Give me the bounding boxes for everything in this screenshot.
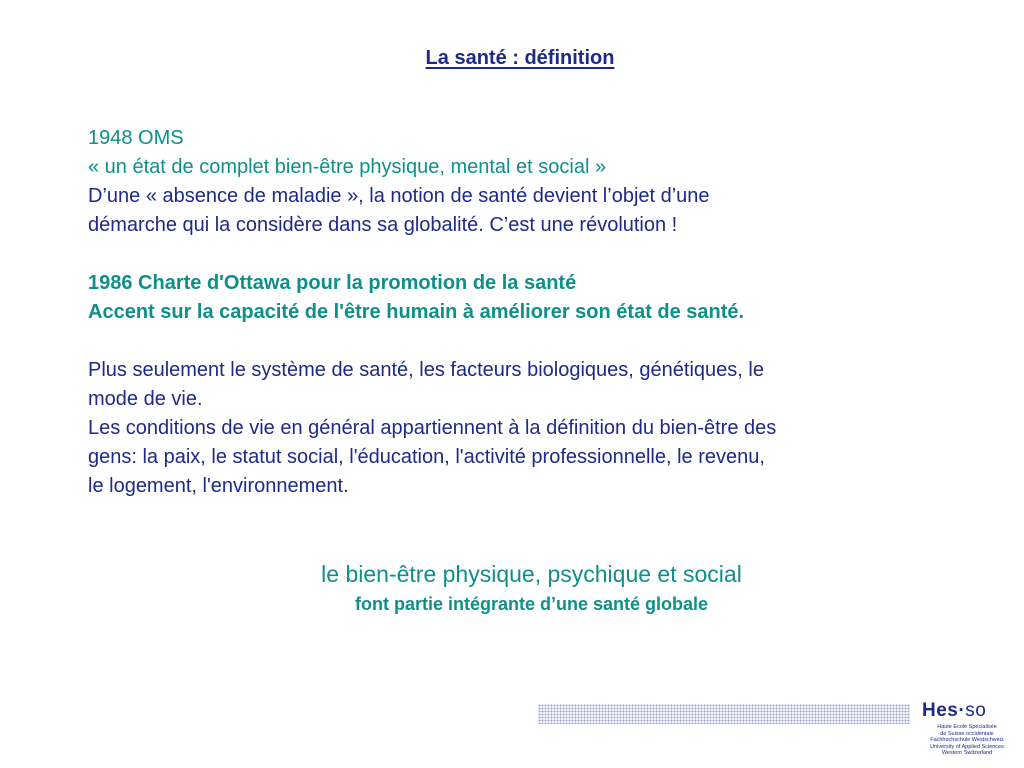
logo-line-5: Western Switzerland bbox=[941, 750, 993, 757]
slide-title: La santé : définition bbox=[425, 47, 615, 69]
determinants-line-3: Les conditions de vie en général appartiennent à la définition du bien-être des bbox=[88, 417, 777, 439]
oms-heading: 1948 OMS bbox=[88, 127, 184, 149]
oms-text-line-1: D’une « absence de maladie », la notion de santé devient l’objet d’une bbox=[88, 185, 710, 207]
spacer bbox=[88, 327, 988, 356]
slide-body bbox=[88, 124, 988, 501]
conclusion-line-2: font partie intégrante d’une santé globale bbox=[354, 594, 709, 614]
oms-definition-quote: « un état de complet bien-être physique, mental et social » bbox=[88, 156, 607, 178]
logo-so: so bbox=[965, 700, 987, 721]
logo-wordmark bbox=[922, 700, 986, 722]
logo-hes: Hes bbox=[922, 700, 959, 721]
spacer bbox=[88, 240, 988, 269]
logo-dot: · bbox=[958, 700, 966, 721]
logo-subtitle bbox=[912, 724, 1022, 757]
logo-line-2: de Suisse occidentale bbox=[940, 730, 994, 737]
ottawa-subheading: Accent sur la capacité de l'être humain à améliorer son état de santé. bbox=[88, 301, 745, 323]
logo-line-3: Fachhochschule Westschweiz bbox=[930, 737, 1004, 744]
conclusion-line-1: le bien-être physique, psychique et social bbox=[321, 561, 742, 587]
logo-line-4: University of Applied Sciences bbox=[930, 743, 1004, 750]
determinants-line-5: le logement, l'environnement. bbox=[88, 475, 349, 497]
determinants-line-4: gens: la paix, le statut social, l'éducation, l'activité professionnelle, le revenu, bbox=[88, 446, 765, 468]
ottawa-heading: 1986 Charte d'Ottawa pour la promotion de la santé bbox=[88, 272, 577, 294]
hes-so-logo bbox=[912, 700, 1024, 762]
logo-line-1: Haute Ecole Spécialisée bbox=[937, 724, 997, 730]
dotted-band-decoration bbox=[538, 704, 910, 724]
oms-text-line-2: démarche qui la considère dans sa globalité. C’est une révolution ! bbox=[88, 214, 678, 236]
conclusion bbox=[0, 558, 1024, 618]
determinants-line-1: Plus seulement le système de santé, les facteurs biologiques, génétiques, le bbox=[88, 359, 764, 381]
determinants-line-2: mode de vie. bbox=[88, 388, 203, 410]
